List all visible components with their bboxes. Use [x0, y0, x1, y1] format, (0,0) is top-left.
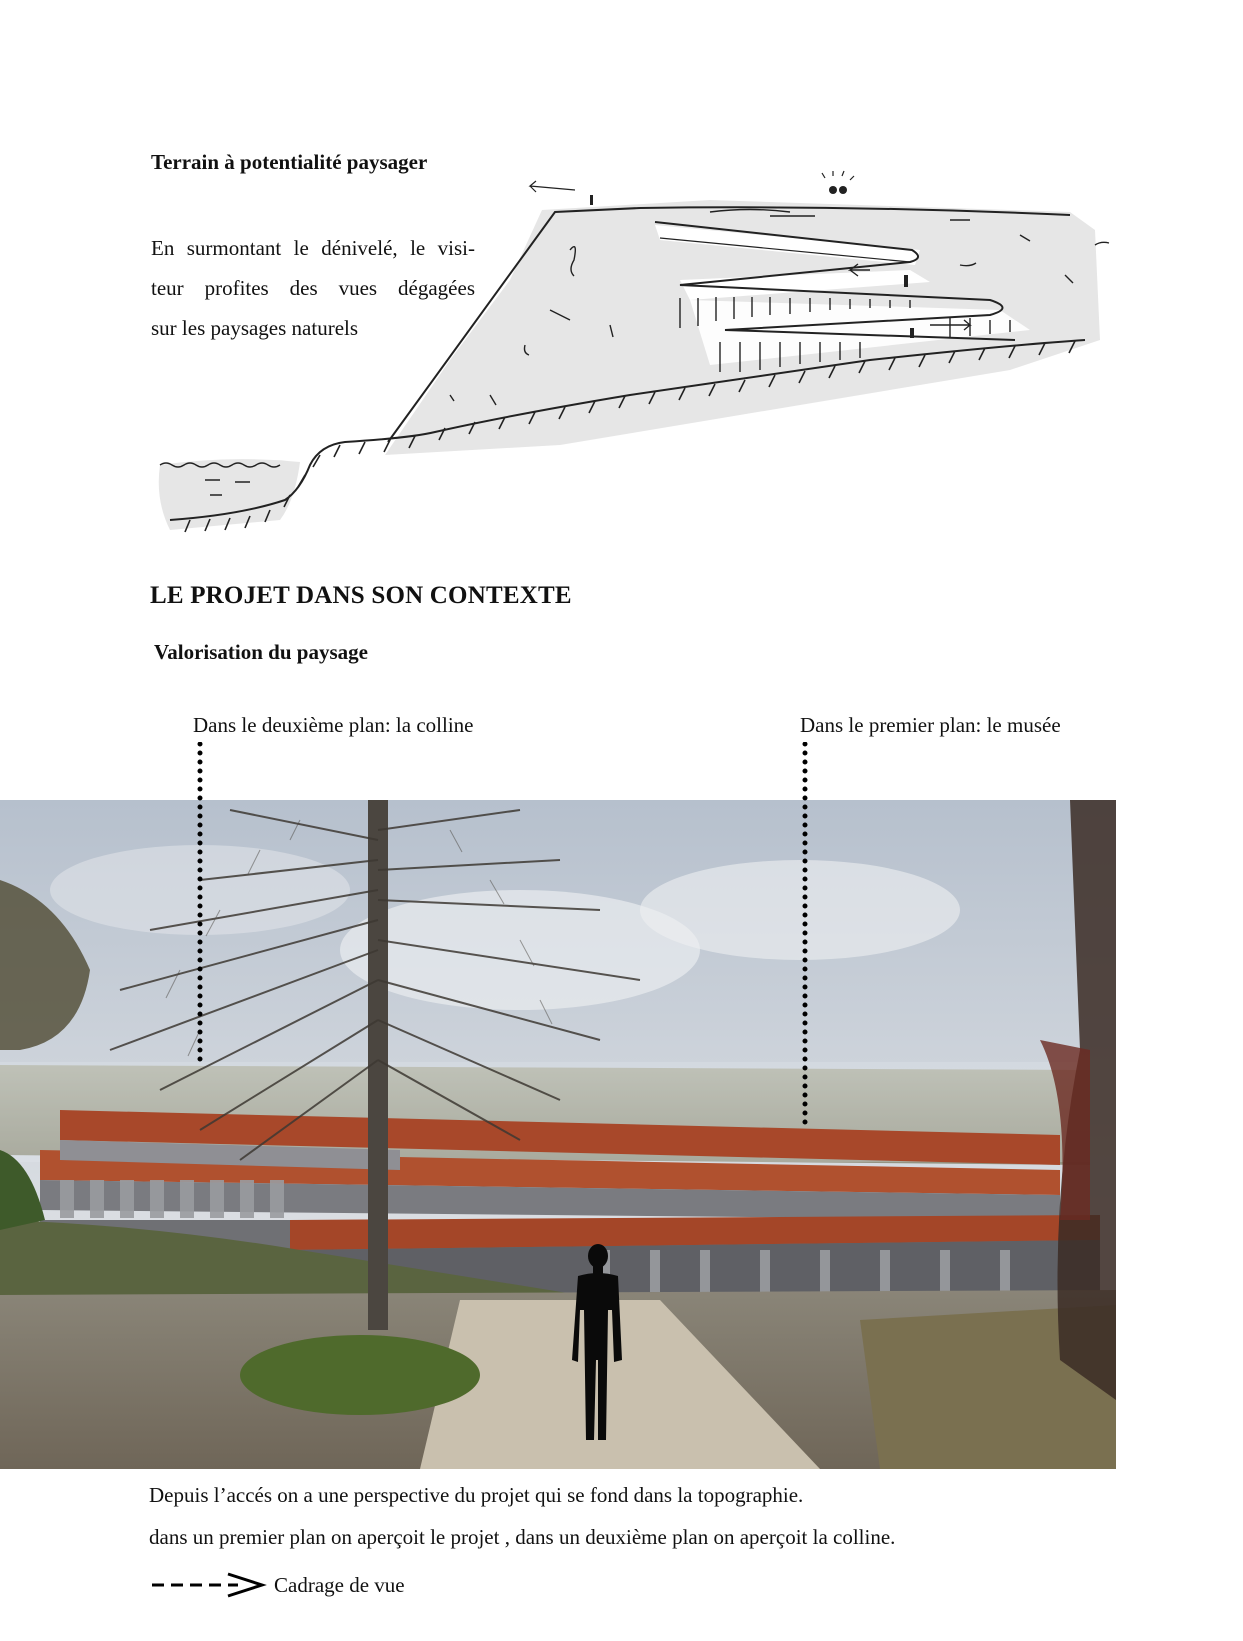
paragraph-line: teur profites des vues dégagées [151, 276, 475, 300]
photo-caption [149, 1474, 895, 1558]
dotted-leader-left [197, 742, 203, 1062]
museum-photo [0, 800, 1116, 1469]
label-first-plane: Dans le premier plan: le musée [800, 713, 1061, 737]
section-heading-terrain: Terrain à potentialité paysager [151, 150, 428, 174]
section-subtitle: Valorisation du paysage [154, 640, 368, 664]
legend [150, 1570, 405, 1600]
dotted-leader-right [802, 742, 808, 1132]
label-second-plane: Dans le deuxième plan: la colline [193, 713, 474, 737]
section-title: LE PROJET DANS SON CONTEXTE [150, 582, 572, 609]
caption-line: Depuis l’accés on a une perspective du projet qui se fond dans la topographie. [149, 1483, 804, 1507]
dashed-arrow-icon [150, 1572, 268, 1598]
caption-line: dans un premier plan on aperçoit le projet , dans un deuxième plan on aperçoit la colline. [149, 1525, 896, 1549]
paragraph-line: En surmontant le dénivelé, le visi- [151, 236, 475, 260]
terrain-section-sketch [150, 170, 1160, 560]
legend-label: Cadrage de vue [274, 1572, 405, 1597]
paragraph-line: sur les paysages naturels [151, 316, 359, 340]
